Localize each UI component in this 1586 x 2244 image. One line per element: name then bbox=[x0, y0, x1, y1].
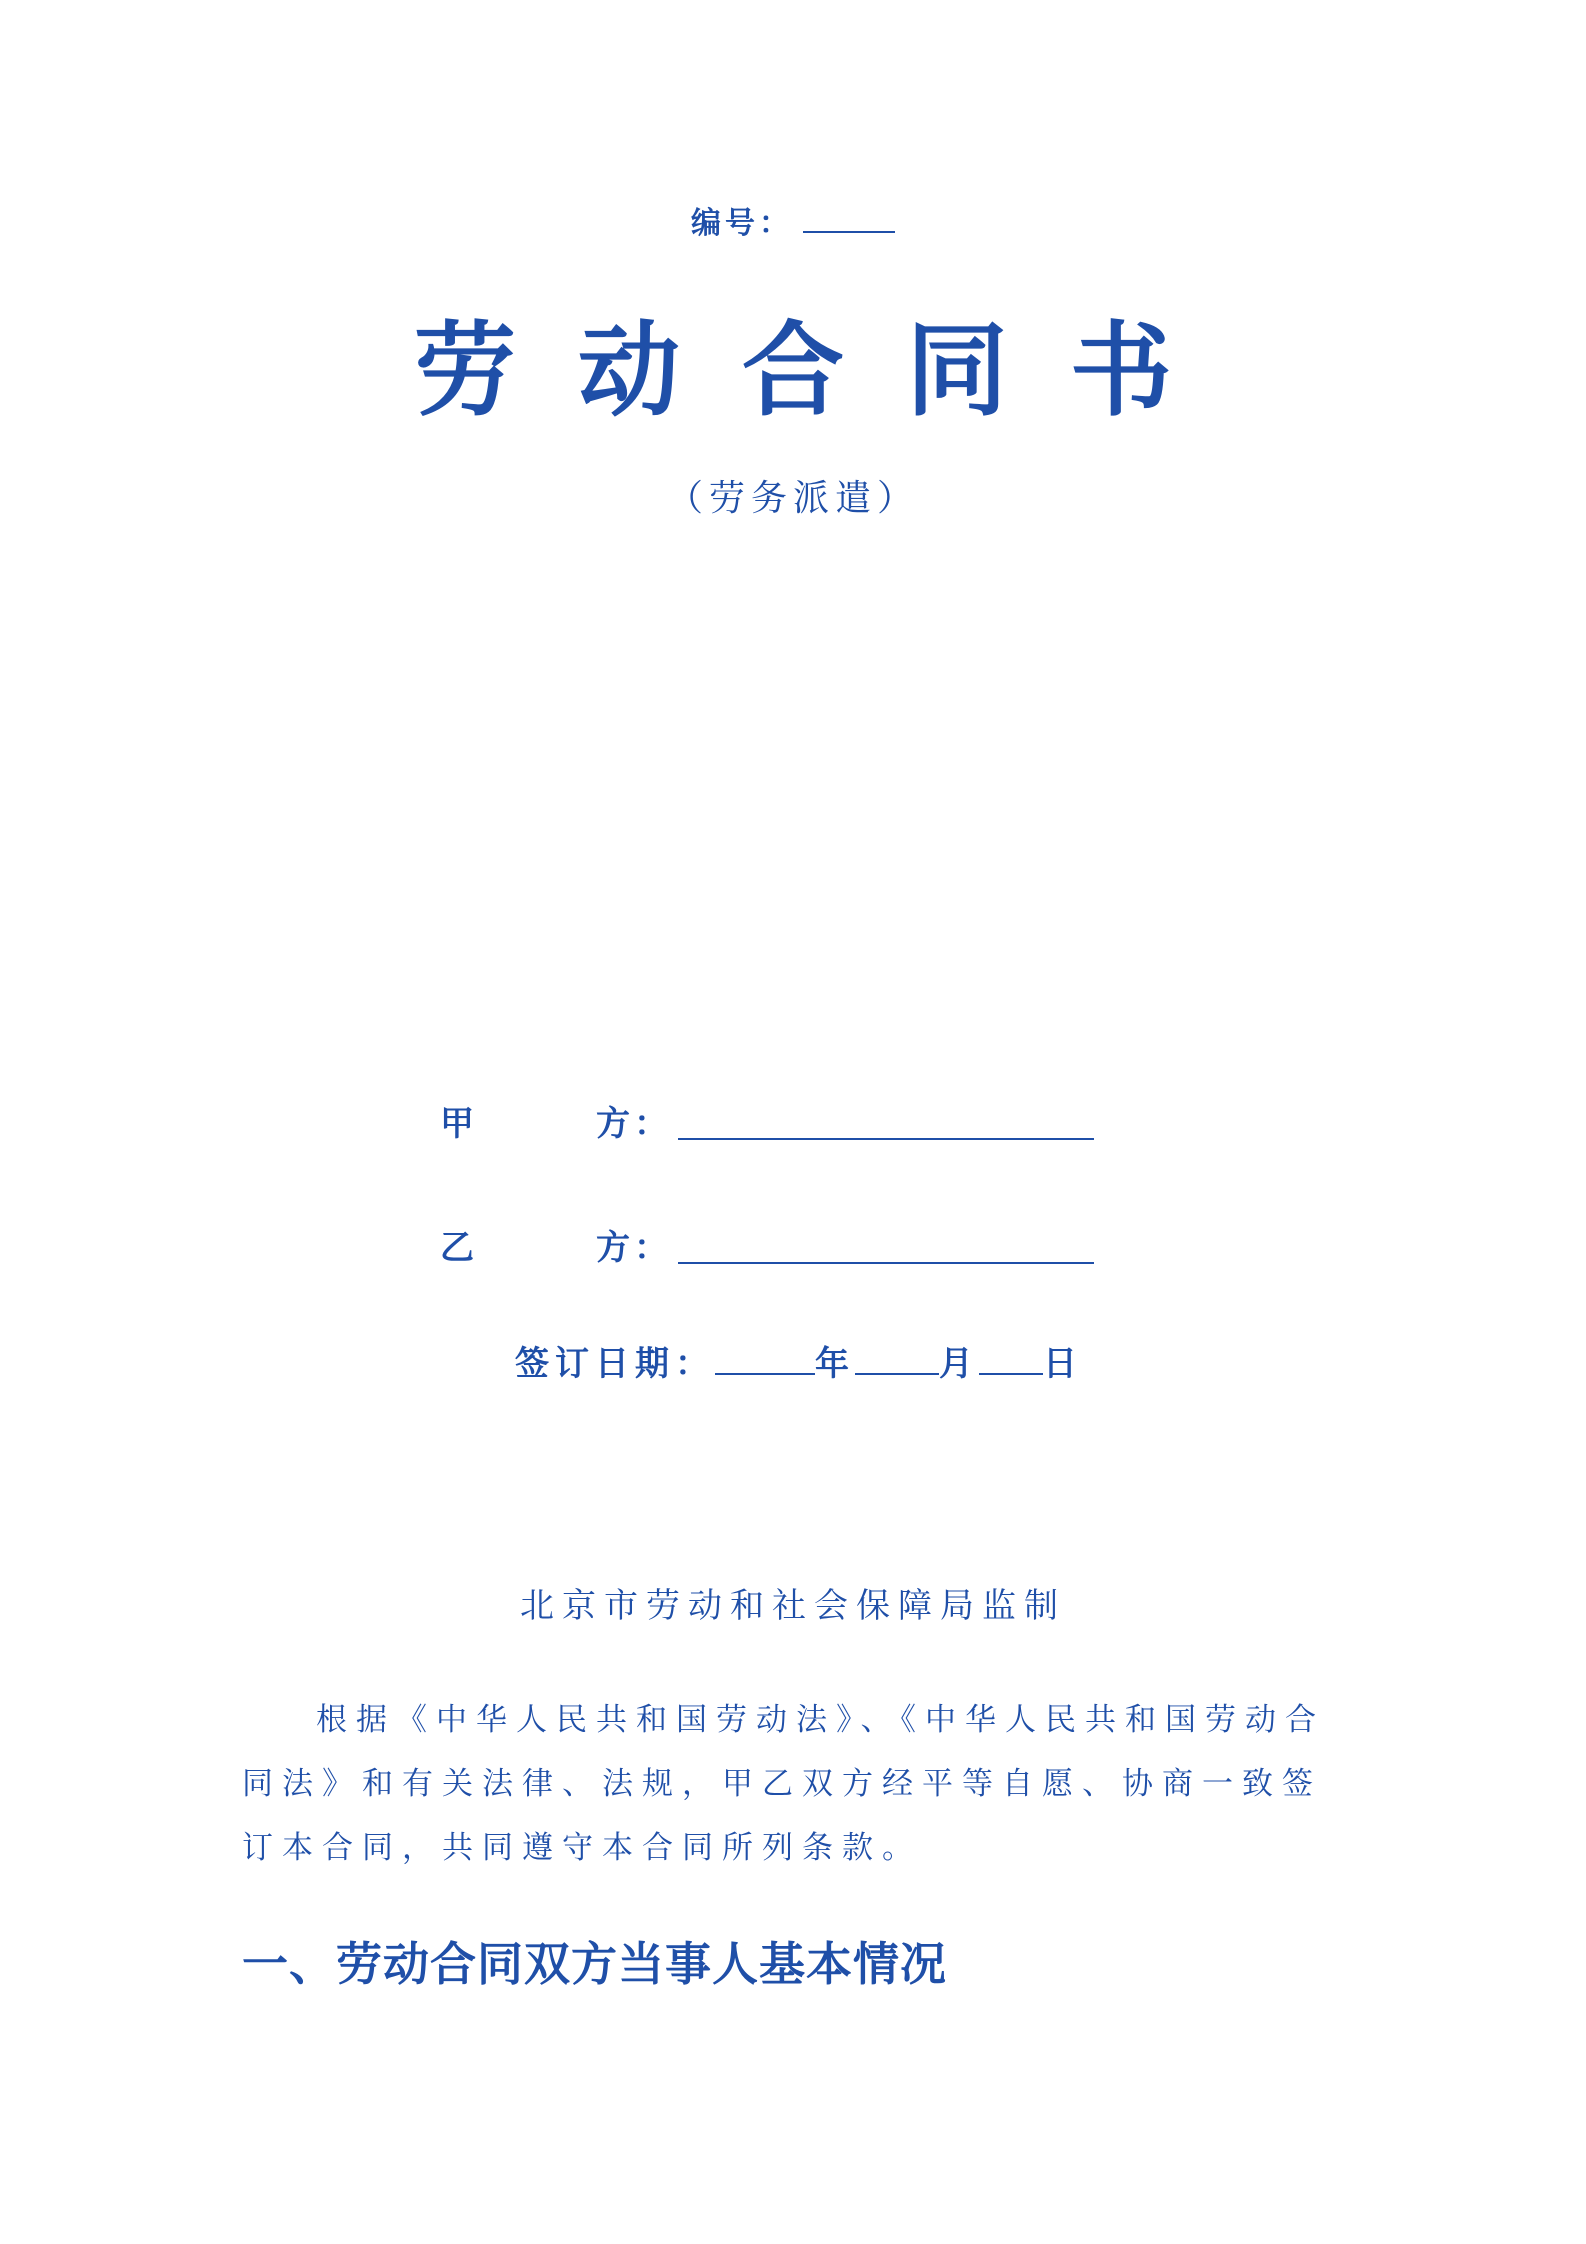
preamble-paragraph: 根据《中华人民共和国劳动法》、《中华人民共和国劳动合同法》和有关法律、法规，甲乙双方经平等自愿、协商一致签订本合同，共同遵守本合同所列条款。 bbox=[242, 1702, 1325, 1866]
sign-date-year-blank[interactable] bbox=[715, 1343, 815, 1375]
party-a-blank-line[interactable] bbox=[678, 1136, 1094, 1140]
serial-number-blank[interactable] bbox=[803, 205, 895, 233]
party-a-label-suffix: 方： bbox=[596, 1104, 672, 1144]
sign-date-label: 签订日期： bbox=[515, 1344, 715, 1384]
serial-number-label: 编号： bbox=[691, 206, 793, 241]
sign-date-month-label: 月 bbox=[939, 1344, 979, 1384]
document-subtitle: （劳务派遣） bbox=[666, 478, 919, 519]
serial-number-line bbox=[0, 198, 1586, 242]
section-heading: 一、劳动合同双方当事人基本情况 bbox=[242, 1937, 947, 1991]
party-b-label-char: 乙 bbox=[440, 1228, 474, 1268]
sign-date-day-blank[interactable] bbox=[979, 1343, 1043, 1375]
party-b-label-suffix: 方： bbox=[596, 1228, 672, 1268]
party-b-blank-line[interactable] bbox=[678, 1260, 1094, 1264]
party-a-label-char: 甲 bbox=[440, 1104, 474, 1144]
sign-date-month-blank[interactable] bbox=[855, 1343, 939, 1375]
sign-date-row bbox=[515, 1336, 1083, 1385]
supervisor-line: 北京市劳动和社会保障局监制 bbox=[520, 1586, 1066, 1626]
sign-date-year-label: 年 bbox=[815, 1344, 855, 1384]
sign-date-day-label: 日 bbox=[1043, 1344, 1083, 1384]
document-title: 劳动合同书 bbox=[414, 312, 1234, 431]
